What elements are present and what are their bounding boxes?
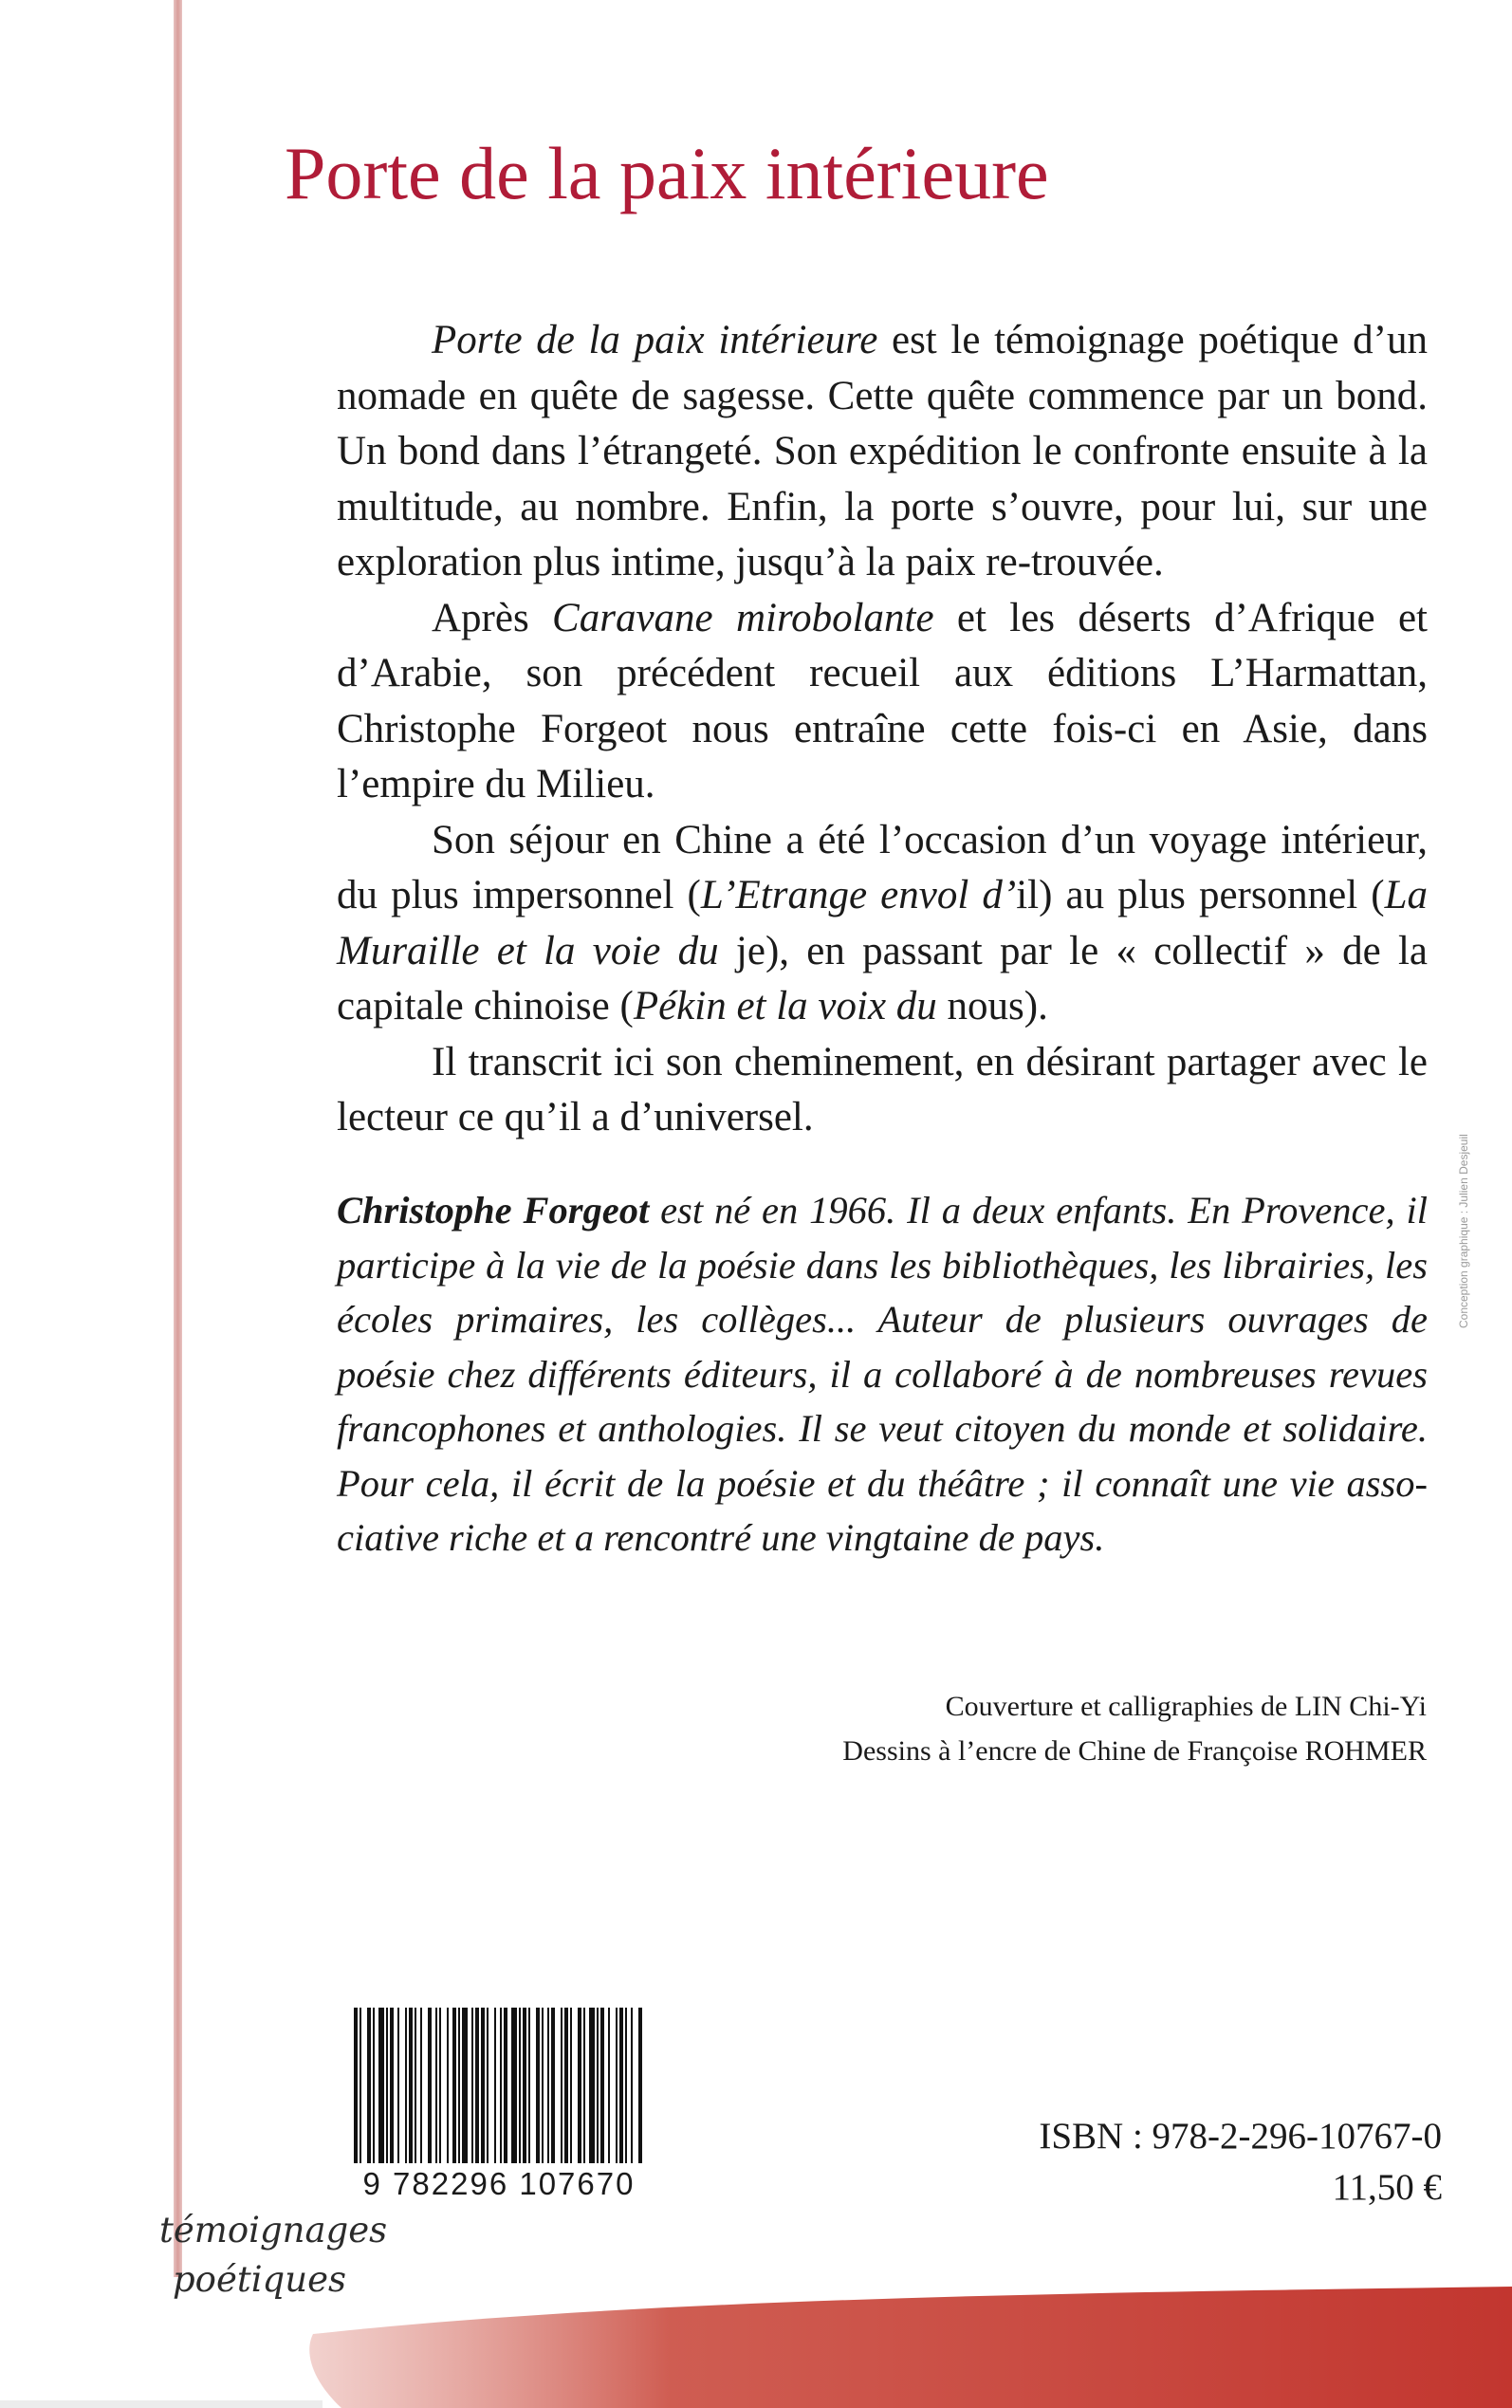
barcode-bar — [500, 2008, 502, 2163]
book-title-italic: Porte de la paix intérieure — [432, 318, 878, 362]
blurb-text: nous). — [936, 984, 1048, 1028]
series-name-line1: témoignages — [159, 2210, 388, 2251]
barcode-bar — [564, 2008, 568, 2163]
barcode-bar — [494, 2008, 496, 2163]
barcode-bar — [390, 2008, 394, 2163]
barcode-bar — [523, 2008, 526, 2163]
barcode-bar — [378, 2008, 384, 2163]
barcode-bar — [439, 2008, 441, 2163]
barcode-bar — [631, 2008, 633, 2163]
barcode-bar — [420, 2008, 422, 2163]
blurb-text: je), en passant par le « collectif » de la capitale chinoise ( — [337, 928, 1428, 1028]
author-bio — [337, 1183, 1428, 1565]
barcode-bar — [583, 2008, 585, 2163]
blurb-text: Après — [432, 595, 553, 640]
barcode — [348, 2004, 650, 2201]
blurb-paragraph — [337, 813, 1428, 1035]
blurb-paragraph — [337, 591, 1428, 813]
design-credit: Conception graphique : Julien Desjeuil — [1457, 1134, 1470, 1328]
barcode-bar — [435, 2008, 437, 2163]
barcode-bar — [619, 2008, 623, 2163]
barcode-bar — [542, 2008, 544, 2163]
barcode-bar — [511, 2008, 517, 2163]
blurb-text: est le témoignage poétique d’un nomade en quête de sagesse. Cette quête commence par un bond. Un bond dans l’étrangeté. Son expédition le confronte ensuite à la multitude, au nombre. Enfin, la porte s’ouvre, pour lui, sur une exploration plus intime, jusqu’à la paix re-trouvée. — [337, 318, 1428, 584]
barcode-bar — [367, 2008, 371, 2163]
author-bio-text: est né en 1966. Il a deux enfants. En Provence, il participe à la vie de la poésie dans les bibliothèques, les librairies, les écoles primaires, les collèges... Auteur de plusieurs ouvrages de poésie chez différents éditeurs, il a collaboré à de nombreuses revues francophones et anthologies. Il se veut citoyen du monde et solidaire. Pour cela, il écrit de la poésie et du théâtre ; il connaît une vie associative riche et a rencontré une vingtaine de pays. — [337, 1189, 1428, 1559]
barcode-bar — [428, 2008, 432, 2163]
barcode-bar — [475, 2008, 479, 2163]
barcode-bar — [528, 2008, 530, 2163]
barcode-bar — [447, 2008, 449, 2163]
barcode-bar — [386, 2008, 388, 2163]
back-cover-blurb — [337, 313, 1428, 1146]
isbn: ISBN : 978-2-296-10767-0 — [1039, 2116, 1442, 2157]
barcode-bar — [471, 2008, 473, 2163]
author-name: Christophe Forgeot — [337, 1189, 650, 1232]
barcode-bar — [600, 2008, 604, 2163]
barcode-bar — [409, 2008, 413, 2163]
decorative-swoosh — [0, 2258, 1512, 2408]
barcode-bar — [547, 2008, 549, 2163]
barcode-bar — [458, 2008, 460, 2163]
barcode-bar — [504, 2008, 507, 2163]
barcode-bar — [625, 2008, 627, 2163]
illustration-credits — [573, 1684, 1427, 1773]
barcode-bars — [348, 2004, 650, 2165]
barcode-bar — [360, 2008, 361, 2163]
barcode-bar — [570, 2008, 572, 2163]
drawings-credit: Dessins à l’encre de Chine de Françoise ROHMER — [842, 1735, 1427, 1767]
previous-book-title: Caravane mirobolante — [552, 595, 934, 640]
price: 11,50 € — [1332, 2167, 1442, 2208]
barcode-bar — [578, 2008, 581, 2163]
barcode-bar — [405, 2008, 407, 2163]
left-decorative-band — [174, 0, 182, 2277]
book-title: Porte de la paix intérieure — [285, 132, 1049, 214]
blurb-text: il) au plus personnel ( — [1016, 873, 1385, 917]
blurb-text: Son séjour en Chine a été l’occasion d’un voyage intérieur, du plus impersonnel ( — [337, 817, 1428, 917]
section-title: Pékin et la voix du — [633, 984, 937, 1028]
isbn-block — [1039, 2111, 1442, 2214]
section-title: L’Etrange envol d’ — [700, 873, 1017, 917]
blurb-paragraph — [337, 313, 1428, 591]
barcode-digits: 9 782296 107670 — [362, 2166, 636, 2201]
barcode-bar — [589, 2008, 595, 2163]
barcode-bar — [638, 2008, 642, 2163]
series-name-line2: poétiques — [173, 2259, 346, 2300]
section-title: La Muraille et la voie du — [337, 873, 1428, 973]
barcode-bar — [597, 2008, 599, 2163]
barcode-bar — [462, 2008, 468, 2163]
barcode-bar — [519, 2008, 521, 2163]
barcode-bar — [487, 2008, 489, 2163]
barcode-bar — [551, 2008, 555, 2163]
barcode-bar — [561, 2008, 562, 2163]
barcode-bar — [373, 2008, 375, 2163]
barcode-bar — [452, 2008, 456, 2163]
cover-credit: Couverture et calligraphies de LIN Chi-Yi — [945, 1691, 1427, 1722]
barcode-bar — [397, 2008, 399, 2163]
barcode-bar — [536, 2008, 540, 2163]
barcode-bar — [608, 2008, 610, 2163]
blurb-text: et les déserts d’Afrique et d’Arabie, son précédent recueil aux éditions L’Harmattan, Christophe Forgeot nous entraîne cette fois-ci en Asie, dans l’empire du Milieu. — [337, 595, 1429, 806]
barcode-bar — [481, 2008, 485, 2163]
barcode-bar — [616, 2008, 618, 2163]
barcode-bar — [415, 2008, 416, 2163]
barcode-bar — [354, 2008, 358, 2163]
blurb-paragraph: Il transcrit ici son cheminement, en désirant partager avec le lecteur ce qu’il a d’universel. — [337, 1039, 1428, 1139]
